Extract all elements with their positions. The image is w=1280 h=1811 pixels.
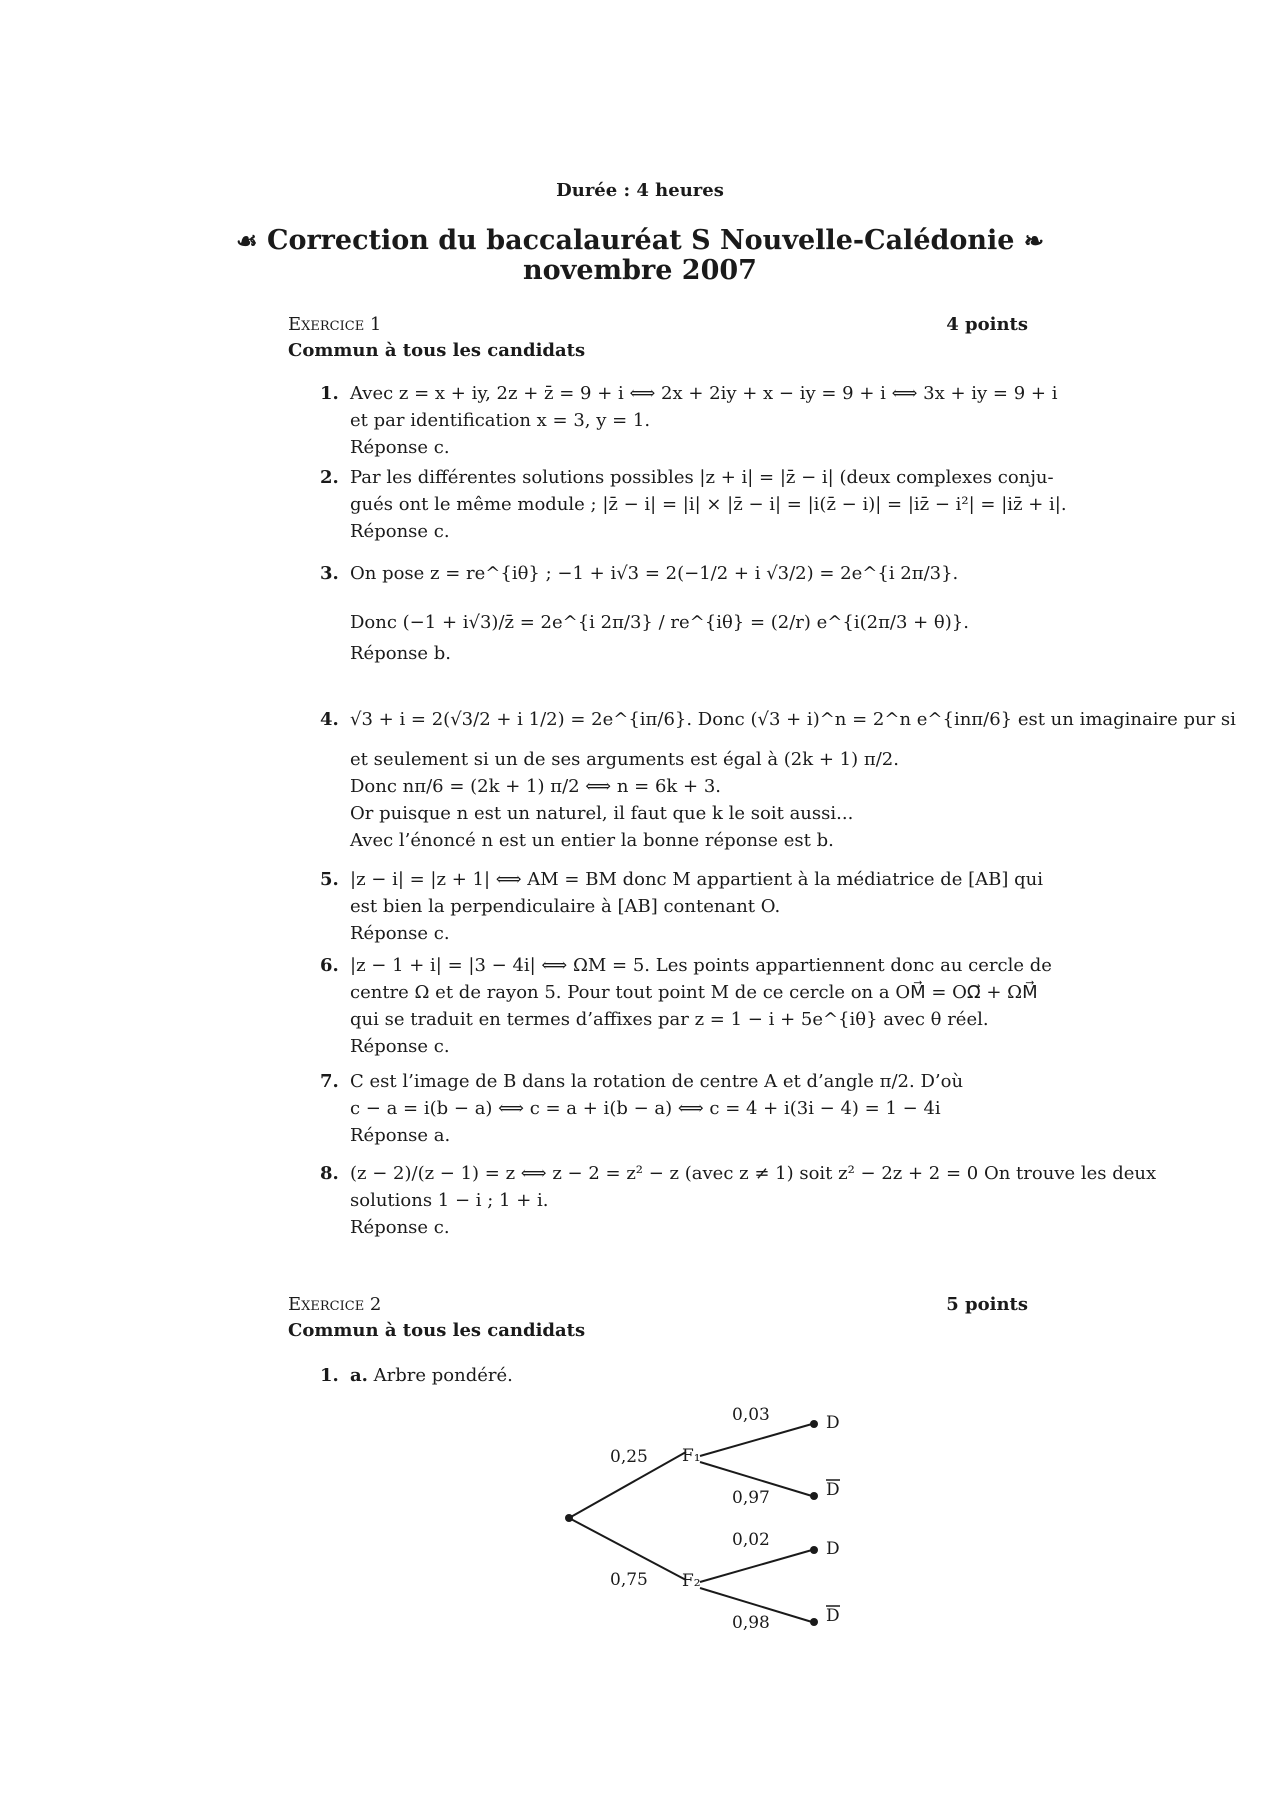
leaf-node xyxy=(810,1420,818,1428)
question-line: et seulement si un de ses arguments est égal à (2k + 1) π/2. xyxy=(350,749,899,770)
question-line: c − a = i(b − a) ⟺ c = a + i(b − a) ⟺ c = 4 + i(3i − 4) = 1 − 4i xyxy=(350,1098,941,1119)
question-line: Réponse c. xyxy=(350,1217,450,1238)
question-line: gués ont le même module ; |z̄ − i| = |i| × |z̄ − i| = |i(z̄ − i)| = |iz̄ − i²| = |iz̄ + i|. xyxy=(350,494,1067,515)
leaf-D-1: D xyxy=(826,1413,840,1433)
node-F1: F₁ xyxy=(682,1446,701,1466)
question-line: Donc (−1 + i√3)/z̄ = 2e^{i 2π/3} / re^{iθ} = (2/r) e^{i(2π/3 + θ)}. xyxy=(350,612,969,633)
prob-Dbar-given-F2: 0,98 xyxy=(732,1613,770,1633)
question-line: Donc nπ/6 = (2k + 1) π/2 ⟺ n = 6k + 3. xyxy=(350,776,722,797)
question-number: 1. xyxy=(320,383,339,404)
question-line: Réponse b. xyxy=(350,643,452,664)
sub-question-letter: a. xyxy=(350,1365,368,1386)
exercise-1-points: 4 points xyxy=(946,314,1028,335)
question-line: Réponse a. xyxy=(350,1125,451,1146)
question-line: |z − 1 + i| = |3 − 4i| ⟺ ΩM = 5. Les points appartiennent donc au cercle de xyxy=(350,955,1052,976)
question-line: Avec z = x + iy, 2z + z̄ = 9 + i ⟺ 2x + 2iy + x − iy = 9 + i ⟺ 3x + iy = 9 + i xyxy=(350,383,1058,404)
prob-D-given-F1: 0,03 xyxy=(732,1405,770,1425)
leaf-D-2: D xyxy=(826,1539,840,1559)
title-line-2: novembre 2007 xyxy=(523,255,757,286)
exercise-1-name: Exercice 1 xyxy=(288,314,382,335)
root-node xyxy=(565,1514,573,1522)
question-number: 4. xyxy=(320,709,339,730)
question-line: Par les différentes solutions possibles |z + i| = |z̄ − i| (deux complexes conju- xyxy=(350,467,1054,488)
title-line-1: Correction du baccalauréat S Nouvelle-Calédonie xyxy=(266,225,1015,256)
question-line: Or puisque n est un naturel, il faut que k le soit aussi... xyxy=(350,803,854,824)
question-number: 5. xyxy=(320,869,339,890)
question-line: centre Ω et de rayon 5. Pour tout point M de ce cercle on a OM⃗ = OΩ⃗ + ΩM⃗ xyxy=(350,982,1038,1003)
question-number: 1. xyxy=(320,1365,339,1386)
node-F2: F₂ xyxy=(682,1571,701,1591)
exercise-2-name: Exercice 2 xyxy=(288,1294,382,1315)
prob-F2: 0,75 xyxy=(610,1570,648,1590)
question-line: qui se traduit en termes d’affixes par z = 1 − i + 5e^{iθ} avec θ réel. xyxy=(350,1009,989,1030)
exercise-2-subtitle: Commun à tous les candidats xyxy=(288,1320,586,1341)
prob-Dbar-given-F1: 0,97 xyxy=(732,1488,770,1508)
question-line: C est l’image de B dans la rotation de centre A et d’angle π/2. D’où xyxy=(350,1071,964,1092)
leaf-Dbar-1: D xyxy=(826,1480,840,1500)
prob-F1: 0,25 xyxy=(610,1447,648,1467)
ornament-right-icon: ❧ xyxy=(1023,226,1044,255)
question-number: 6. xyxy=(320,955,339,976)
question-line: est bien la perpendiculaire à [AB] contenant O. xyxy=(350,896,781,917)
ornament-left-icon: ☙ xyxy=(236,226,258,255)
question-number: 8. xyxy=(320,1163,339,1184)
question-line: Réponse c. xyxy=(350,521,450,542)
question-line: et par identification x = 3, y = 1. xyxy=(350,410,651,431)
question-line: √3 + i = 2(√3/2 + i 1/2) = 2e^{iπ/6}. Donc (√3 + i)^n = 2^n e^{inπ/6} est un imaginaire pur si xyxy=(350,709,1236,730)
question-line: solutions 1 − i ; 1 + i. xyxy=(350,1190,549,1211)
leaf-node xyxy=(810,1492,818,1500)
question-number: 7. xyxy=(320,1071,339,1092)
question-number: 3. xyxy=(320,563,339,584)
question-line: Réponse c. xyxy=(350,923,450,944)
sub-question-text: Arbre pondéré. xyxy=(373,1365,513,1386)
duration-header: Durée : 4 heures xyxy=(556,180,724,201)
leaf-node xyxy=(810,1618,818,1626)
question-line: On pose z = re^{iθ} ; −1 + i√3 = 2(−1/2 + i √3/2) = 2e^{i 2π/3}. xyxy=(350,563,959,584)
branch-F2-D xyxy=(700,1550,812,1582)
exercise-1-subtitle: Commun à tous les candidats xyxy=(288,340,586,361)
prob-D-given-F2: 0,02 xyxy=(732,1530,770,1550)
question-line: Réponse c. xyxy=(350,437,450,458)
question-line: Réponse c. xyxy=(350,1036,450,1057)
question-line: Avec l’énoncé n est un entier la bonne réponse est b. xyxy=(350,830,834,851)
leaf-node xyxy=(810,1546,818,1554)
exercise-2-points: 5 points xyxy=(946,1294,1028,1315)
branch-F1-D xyxy=(700,1424,812,1456)
question-line: (z − 2)/(z − 1) = z ⟺ z − 2 = z² − z (avec z ≠ 1) soit z² − 2z + 2 = 0 On trouve les deux xyxy=(350,1163,1157,1184)
question-number: 2. xyxy=(320,467,339,488)
leaf-Dbar-2: D xyxy=(826,1606,840,1626)
question-line: |z − i| = |z + 1| ⟺ AM = BM donc M appartient à la médiatrice de [AB] qui xyxy=(350,869,1044,890)
